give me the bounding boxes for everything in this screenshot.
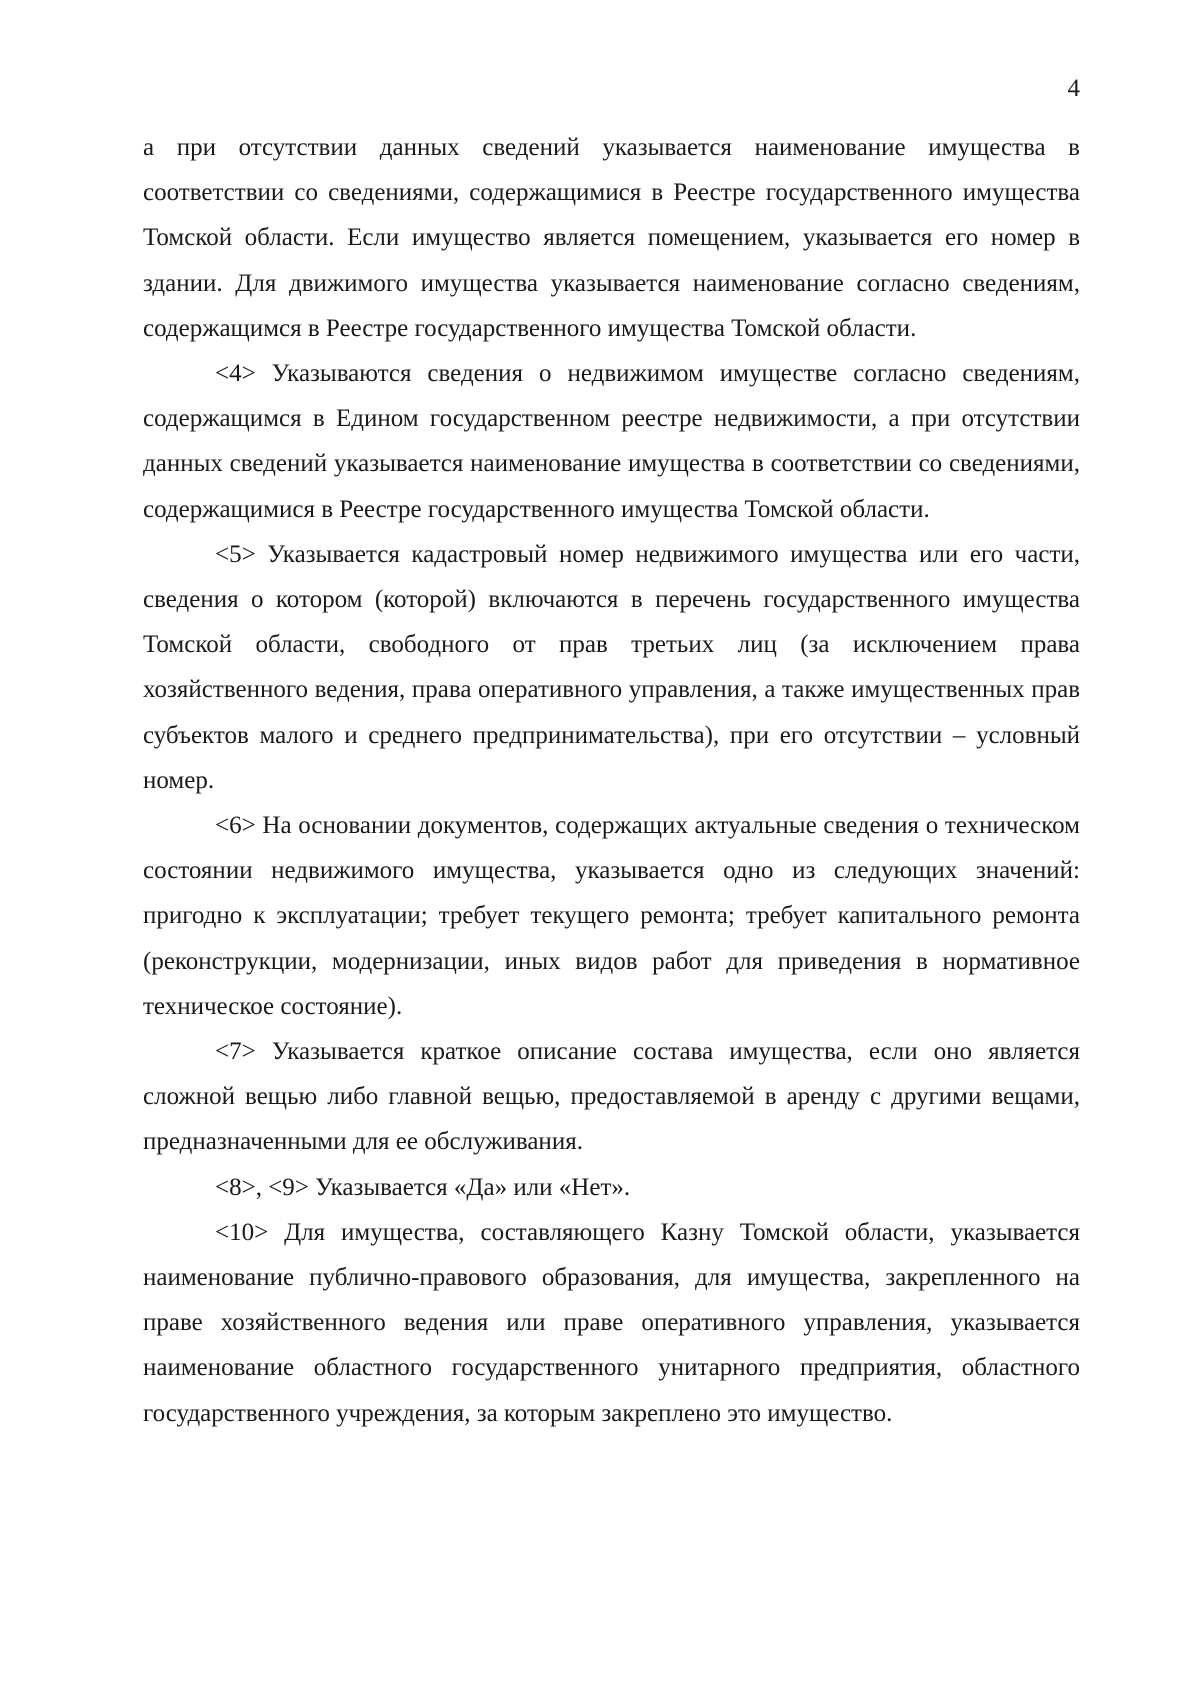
footnote-7: <7> Указывается краткое описание состава имущества, если оно является сложной вещью либо главной вещью, предоставляемой в аренду с другими вещами, предназначенными для ее обслуживания. <box>143 1038 1080 1156</box>
footnote-10: <10> Для имущества, составляющего Казну Томской области, указывается наименование публично-правового образования, для имущества, закрепленного на праве хозяйственного ведения или праве оперативного управления, указывается наименование областного государственного унитарного предприятия, областного государственного учреждения, за которым закреплено это имущество. <box>143 1218 1080 1427</box>
document-body <box>143 125 1080 1436</box>
footnote-6: <6> На основании документов, содержащих актуальные сведения о техническом состоянии недвижимого имущества, указывается одно из следующих значений: пригодно к эксплуатации; требует текущего ремонта; требует капитального ремонта (реконструкции, модернизации, иных видов работ для приведения в нормативное техническое состояние). <box>143 812 1080 1020</box>
footnote-4: <4> Указываются сведения о недвижимом имуществе согласно сведениям, содержащимся в Едином государственном реестре недвижимости, а при отсутствии данных сведений указывается наименование имущества в соответствии со сведениями, содержащимися в Реестре государственного имущества Томской области. <box>143 360 1080 523</box>
footnote-8-9: <8>, <9> Указывается «Да» или «Нет». <box>215 1173 631 1201</box>
paragraph-continuation: а при отсутствии данных сведений указывается наименование имущества в соответствии со сведениями, содержащимися в Реестре государственного имущества Томской области. Если имущество является помещением, указывается его номер в здании. Для движимого имущества указывается наименование согласно сведениям, содержащимся в Реестре государственного имущества Томской области. <box>143 134 1080 342</box>
page-number: 4 <box>1067 75 1080 102</box>
footnote-5: <5> Указывается кадастровый номер недвижимого имущества или его части, сведения о котором (которой) включаются в перечень государственного имущества Томской области, свободного от прав третьих лиц (за исключением права хозяйственного ведения, права оперативного управления, а также имущественных прав субъектов малого и среднего предпринимательства), при его отсутствии – условный номер. <box>143 540 1080 794</box>
